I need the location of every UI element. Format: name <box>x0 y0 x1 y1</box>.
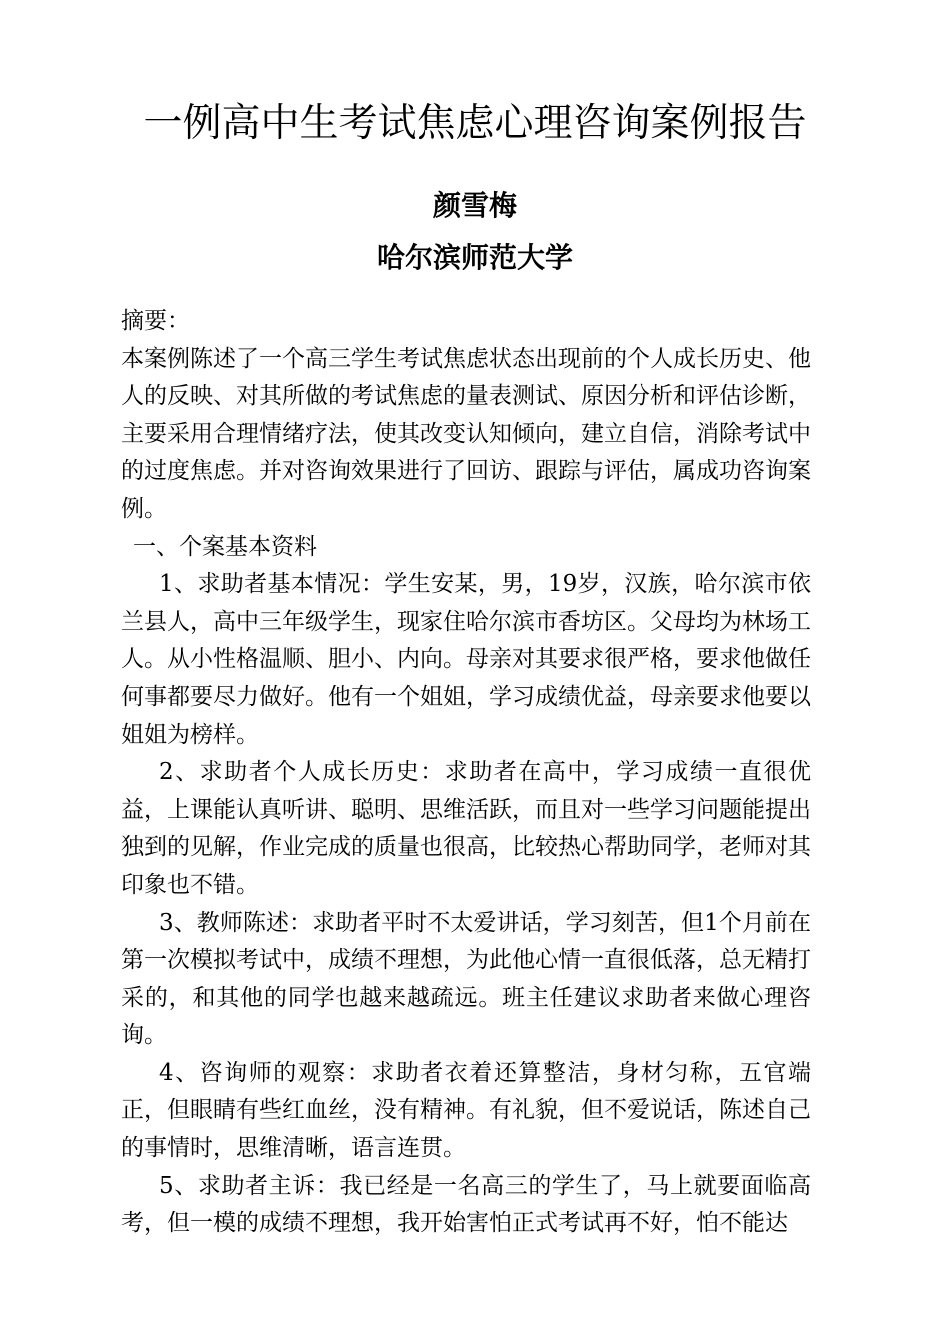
author-name: 颜雪梅 <box>432 189 517 222</box>
section-heading-basic-info: 一、个案基本资料 <box>133 533 317 560</box>
paragraph-teacher-statement: 3、教师陈述：求助者平时不太爱讲话，学习刻苦，但1个月前在第一次模拟考试中，成绩不理想，为此他心情一直很低落，总无精打采的，和其他的同学也越来越疏远。班主任建议求助者来做心理咨询。 <box>121 909 811 1049</box>
document-body <box>121 303 811 1243</box>
paragraph-client-complaint: 5、求助者主诉：我已经是一名高三的学生了，马上就要面临高考，但一模的成绩不理想，我开始害怕正式考试再不好，怕不能达 <box>121 1172 811 1237</box>
paragraph-basic-situation: 1、求助者基本情况：学生安某，男，19岁，汉族，哈尔滨市依兰县人，高中三年级学生，现家住哈尔滨市香坊区。父母均为林场工人。从小性格温顺、胆小、内向。母亲对其要求很严格，要求他做任何事都要尽力做好。他有一个姐姐，学习成绩优益，母亲要求他要以姐姐为榜样。 <box>121 571 811 748</box>
paragraph-growth-history: 2、求助者个人成长历史：求助者在高中，学习成绩一直很优益，上课能认真听讲、聪明、思维活跃，而且对一些学习问题能提出独到的见解，作业完成的质量也很高，比较热心帮助同学，老师对其印象也不错。 <box>121 759 811 898</box>
abstract-text: 本案例陈述了一个高三学生考试焦虑状态出现前的个人成长历史、他人的反映、对其所做的考试焦虑的量表测试、原因分析和评估诊断，主要采用合理情绪疗法，使其改变认知倾向，建立自信，消除考试中的过度焦虑。并对咨询效果进行了回访、跟踪与评估，属成功咨询案例。 <box>121 345 811 522</box>
abstract-label: 摘要： <box>121 308 190 334</box>
paragraph-counselor-observation: 4、咨询师的观察：求助者衣着还算整洁，身材匀称，五官端正，但眼睛有些红血丝，没有精神。有礼貌，但不爱说话，陈述自己的事情时，思维清晰，语言连贯。 <box>121 1059 811 1162</box>
author-affiliation: 哈尔滨师范大学 <box>376 241 573 274</box>
document-title: 一例高中生考试焦虑心理咨询案例报告 <box>143 101 807 146</box>
